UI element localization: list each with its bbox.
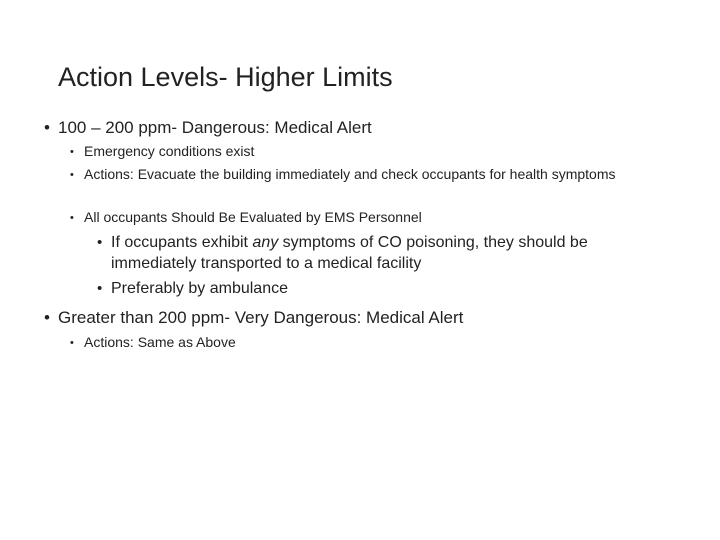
bullet-dot-icon: •	[70, 169, 74, 181]
bullet-ems-evaluation	[70, 207, 670, 228]
bullet-text: Emergency conditions exist	[84, 143, 255, 159]
bullet-text: Actions: Evacuate the building immediately and check occupants for health symptoms	[84, 166, 616, 182]
bullet-emergency-conditions	[70, 141, 670, 162]
bullet-text-emphasis: any	[252, 234, 279, 251]
bullet-dot-icon: •	[70, 337, 74, 349]
bullet-dot-icon: •	[44, 308, 50, 327]
bullet-ambulance	[97, 278, 677, 299]
bullet-dot-icon: •	[97, 234, 103, 251]
bullet-text	[111, 232, 661, 274]
bullet-dot-icon: •	[70, 212, 74, 224]
bullet-dot-icon: •	[44, 118, 50, 137]
bullet-text-part: If occupants exhibit	[111, 234, 253, 251]
bullet-text-part: symptoms of CO poisoning, they should be immediately transported to a medical facility	[111, 234, 588, 272]
bullet-dangerous	[44, 118, 684, 140]
bullet-dot-icon: •	[70, 146, 74, 158]
bullet-transport-medical	[97, 232, 677, 276]
slide-title: Action Levels- Higher Limits	[58, 62, 393, 92]
bullet-text: Actions: Same as Above	[84, 334, 236, 350]
bullet-text: Preferably by ambulance	[111, 280, 288, 297]
bullet-actions-same	[70, 332, 670, 353]
bullet-dot-icon: •	[97, 280, 103, 297]
bullet-text: 100 – 200 ppm- Dangerous: Medical Alert	[58, 118, 372, 137]
bullet-actions-evacuate	[70, 164, 670, 206]
bullet-very-dangerous	[44, 308, 684, 330]
bullet-text: Greater than 200 ppm- Very Dangerous: Medical Alert	[58, 308, 464, 327]
bullet-text: All occupants Should Be Evaluated by EMS Personnel	[84, 209, 422, 225]
